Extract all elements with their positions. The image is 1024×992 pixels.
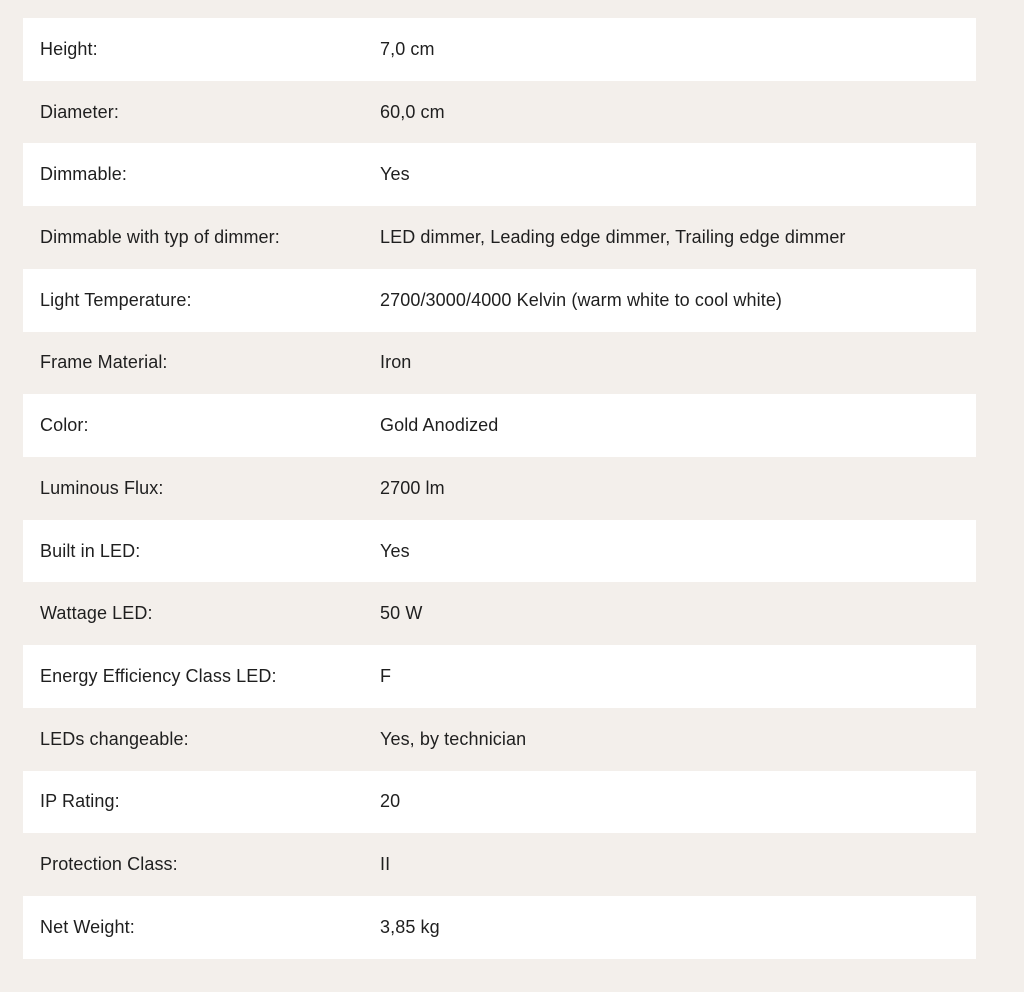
spec-label: Frame Material: <box>40 352 168 373</box>
spec-label: Energy Efficiency Class LED: <box>40 666 277 687</box>
spec-row-dimmable <box>23 143 976 206</box>
spec-value: 3,85 kg <box>380 916 440 937</box>
spec-row-built-in-led <box>23 520 976 583</box>
spec-label: LEDs changeable: <box>40 728 189 749</box>
spec-label: Height: <box>40 38 98 59</box>
spec-row-dimmer-type <box>23 206 976 269</box>
spec-label: IP Rating: <box>40 791 120 812</box>
spec-value: 20 <box>380 791 401 812</box>
spec-label: Light Temperature: <box>40 289 192 310</box>
spec-row-luminous-flux <box>23 457 976 520</box>
spec-label: Color: <box>40 415 89 436</box>
spec-label: Dimmable: <box>40 164 127 185</box>
spec-value: Iron <box>380 352 412 373</box>
spec-label: Wattage LED: <box>40 603 153 624</box>
spec-label: Protection Class: <box>40 854 178 875</box>
spec-value: LED dimmer, Leading edge dimmer, Trailing edge dimmer <box>380 227 846 248</box>
spec-value: Yes, by technician <box>380 728 527 749</box>
spec-row-ip-rating <box>23 771 976 834</box>
spec-value: 60,0 cm <box>380 101 445 122</box>
spec-table <box>23 18 976 959</box>
spec-value: 2700/3000/4000 Kelvin (warm white to cool white) <box>380 289 783 310</box>
spec-row-light-temperature <box>23 269 976 332</box>
spec-value: 2700 lm <box>380 477 445 498</box>
spec-row-color <box>23 394 976 457</box>
spec-row-energy-efficiency <box>23 645 976 708</box>
spec-row-height <box>23 18 976 81</box>
spec-value: II <box>380 854 391 875</box>
spec-value: Yes <box>380 540 410 561</box>
spec-label: Dimmable with typ of dimmer: <box>40 227 280 248</box>
spec-row-net-weight <box>23 896 976 959</box>
spec-value: Yes <box>380 164 410 185</box>
spec-label: Built in LED: <box>40 540 141 561</box>
spec-value: Gold Anodized <box>380 415 499 436</box>
spec-value: 7,0 cm <box>380 38 435 59</box>
spec-row-leds-changeable <box>23 708 976 771</box>
spec-row-diameter <box>23 81 976 144</box>
spec-row-wattage-led <box>23 582 976 645</box>
spec-row-protection-class <box>23 833 976 896</box>
spec-value: 50 W <box>380 603 423 624</box>
spec-label: Diameter: <box>40 101 119 122</box>
spec-value: F <box>380 666 392 687</box>
spec-label: Net Weight: <box>40 916 135 937</box>
spec-label: Luminous Flux: <box>40 477 164 498</box>
spec-row-frame-material <box>23 332 976 395</box>
